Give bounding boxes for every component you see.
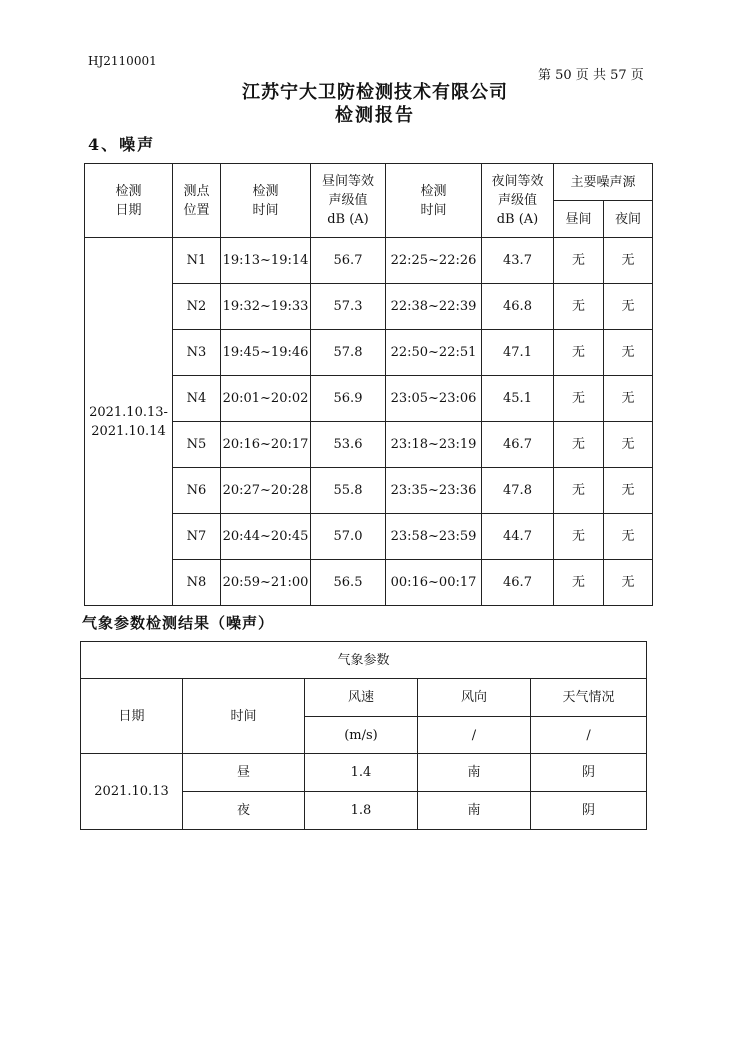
noise-header-row — [85, 164, 653, 201]
met-time-cell: 夜 — [183, 792, 305, 830]
point-cell: N2 — [173, 284, 221, 330]
source-day-cell: 无 — [554, 284, 604, 330]
day-level-cell: 57.8 — [311, 330, 386, 376]
table-row — [81, 754, 647, 792]
source-day-cell: 无 — [554, 376, 604, 422]
day-time-cell: 20:27~20:28 — [221, 468, 311, 514]
header-day-time: 检测 时间 — [221, 164, 311, 238]
met-time-cell: 昼 — [183, 754, 305, 792]
source-day-cell: 无 — [554, 514, 604, 560]
page-number: 第 50 页 共 57 页 — [538, 68, 644, 83]
met-unit-wind-speed: (m/s) — [305, 717, 418, 754]
night-time-cell: 22:50~22:51 — [386, 330, 482, 376]
header-night-time: 检测 时间 — [386, 164, 482, 238]
header-source-night: 夜间 — [604, 201, 653, 238]
day-time-cell: 20:16~20:17 — [221, 422, 311, 468]
night-level-cell: 43.7 — [482, 238, 554, 284]
point-cell: N5 — [173, 422, 221, 468]
met-caption-row — [81, 642, 647, 679]
point-cell: N6 — [173, 468, 221, 514]
night-level-cell: 45.1 — [482, 376, 554, 422]
header-date: 检测 日期 — [85, 164, 173, 238]
source-night-cell: 无 — [604, 284, 653, 330]
night-time-cell: 23:35~23:36 — [386, 468, 482, 514]
met-header-wind-direction: 风向 — [418, 679, 531, 717]
day-level-cell: 56.9 — [311, 376, 386, 422]
met-weather-cell: 阴 — [531, 754, 647, 792]
source-day-cell: 无 — [554, 238, 604, 284]
met-header-date: 日期 — [81, 679, 183, 754]
day-level-cell: 55.8 — [311, 468, 386, 514]
point-cell: N3 — [173, 330, 221, 376]
header-noise-source: 主要噪声源 — [554, 164, 653, 201]
day-time-cell: 19:13~19:14 — [221, 238, 311, 284]
met-header-weather: 天气情况 — [531, 679, 647, 717]
night-time-cell: 22:38~22:39 — [386, 284, 482, 330]
noise-table — [84, 163, 653, 606]
met-weather-cell: 阴 — [531, 792, 647, 830]
day-time-cell: 20:01~20:02 — [221, 376, 311, 422]
night-level-cell: 47.8 — [482, 468, 554, 514]
met-wind-speed-cell: 1.4 — [305, 754, 418, 792]
met-header-wind-speed: 风速 — [305, 679, 418, 717]
section-title: 4、噪声 — [88, 135, 156, 154]
meteorological-title: 气象参数检测结果（噪声） — [82, 614, 275, 632]
day-level-cell: 56.5 — [311, 560, 386, 606]
met-header-row — [81, 679, 647, 717]
report-title: 检测报告 — [335, 105, 415, 126]
meteorological-table — [80, 641, 647, 830]
met-wind-speed-cell: 1.8 — [305, 792, 418, 830]
met-unit-wind-direction: / — [418, 717, 531, 754]
night-time-cell: 23:58~23:59 — [386, 514, 482, 560]
source-day-cell: 无 — [554, 560, 604, 606]
day-level-cell: 53.6 — [311, 422, 386, 468]
header-point: 测点 位置 — [173, 164, 221, 238]
met-date: 2021.10.13 — [81, 754, 183, 830]
source-night-cell: 无 — [604, 468, 653, 514]
day-level-cell: 57.0 — [311, 514, 386, 560]
night-level-cell: 46.8 — [482, 284, 554, 330]
header-source-day: 昼间 — [554, 201, 604, 238]
night-level-cell: 46.7 — [482, 560, 554, 606]
met-caption: 气象参数 — [81, 642, 647, 679]
night-time-cell: 00:16~00:17 — [386, 560, 482, 606]
source-night-cell: 无 — [604, 376, 653, 422]
point-cell: N4 — [173, 376, 221, 422]
day-time-cell: 20:44~20:45 — [221, 514, 311, 560]
met-wind-direction-cell: 南 — [418, 754, 531, 792]
night-time-cell: 22:25~22:26 — [386, 238, 482, 284]
day-level-cell: 57.3 — [311, 284, 386, 330]
night-level-cell: 46.7 — [482, 422, 554, 468]
day-time-cell: 19:45~19:46 — [221, 330, 311, 376]
night-level-cell: 44.7 — [482, 514, 554, 560]
point-cell: N7 — [173, 514, 221, 560]
table-row — [85, 238, 653, 284]
measurement-date: 2021.10.13- 2021.10.14 — [85, 238, 173, 606]
source-day-cell: 无 — [554, 468, 604, 514]
night-time-cell: 23:05~23:06 — [386, 376, 482, 422]
met-unit-weather: / — [531, 717, 647, 754]
source-day-cell: 无 — [554, 422, 604, 468]
header-day-level: 昼间等效 声级值 dB (A) — [311, 164, 386, 238]
day-level-cell: 56.7 — [311, 238, 386, 284]
document-id: HJ2110001 — [88, 54, 157, 68]
point-cell: N1 — [173, 238, 221, 284]
night-time-cell: 23:18~23:19 — [386, 422, 482, 468]
day-time-cell: 19:32~19:33 — [221, 284, 311, 330]
night-level-cell: 47.1 — [482, 330, 554, 376]
source-night-cell: 无 — [604, 560, 653, 606]
header-night-level: 夜间等效 声级值 dB (A) — [482, 164, 554, 238]
met-wind-direction-cell: 南 — [418, 792, 531, 830]
company-name: 江苏宁大卫防检测技术有限公司 — [242, 82, 508, 103]
point-cell: N8 — [173, 560, 221, 606]
source-night-cell: 无 — [604, 422, 653, 468]
source-night-cell: 无 — [604, 330, 653, 376]
source-day-cell: 无 — [554, 330, 604, 376]
source-night-cell: 无 — [604, 514, 653, 560]
source-night-cell: 无 — [604, 238, 653, 284]
day-time-cell: 20:59~21:00 — [221, 560, 311, 606]
met-header-time: 时间 — [183, 679, 305, 754]
